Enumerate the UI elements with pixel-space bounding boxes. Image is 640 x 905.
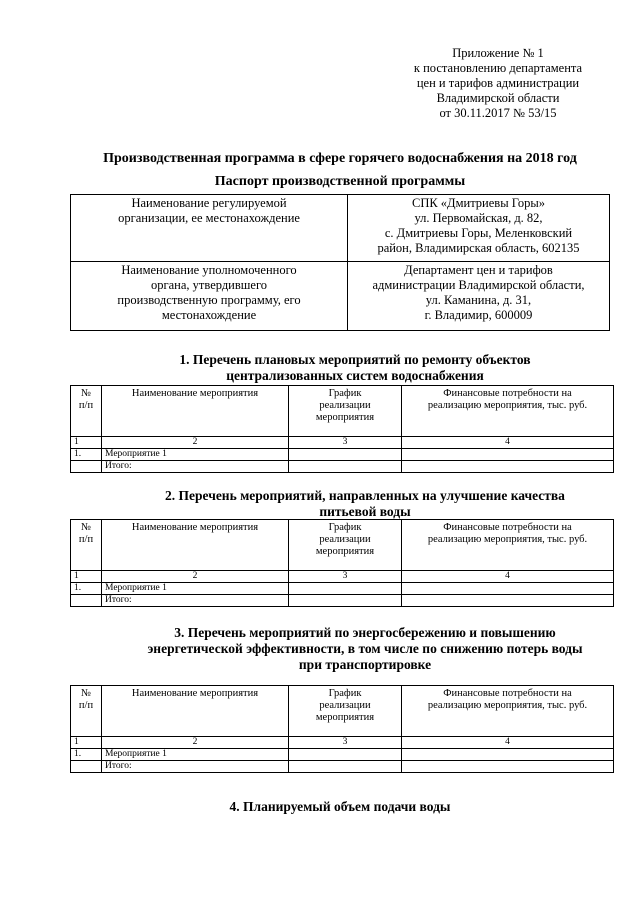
passport-row: [71, 195, 610, 262]
header-num: № п/п: [71, 386, 102, 437]
section-title-line: питьевой воды: [319, 504, 411, 519]
passport-value-line: ул. Каманина, д. 31,: [425, 293, 532, 307]
table-total-row: Итого:: [71, 761, 614, 773]
passport-value-line: администрации Владимирской области,: [372, 278, 585, 292]
section-2-title: [100, 488, 630, 520]
section-2-table: [70, 519, 614, 607]
header-name: Наименование мероприятия: [102, 386, 289, 437]
header-finance: Финансовые потребности на реализацию мероприятия, тыс. руб.: [402, 686, 614, 737]
header-finance: Финансовые потребности на реализацию мероприятия, тыс. руб.: [402, 520, 614, 571]
passport-label-line: Наименование регулируемой: [131, 196, 287, 210]
table-header-row: [71, 686, 614, 737]
appendix-line: Владимирской области: [436, 91, 560, 105]
table-row: 1. Мероприятие 1: [71, 749, 614, 761]
table-row: 1. Мероприятие 1: [71, 449, 614, 461]
passport-label-line: производственную программу, его: [117, 293, 301, 307]
table-total-row: Итого:: [71, 461, 614, 473]
section-title-line: 1. Перечень плановых мероприятий по ремонту объектов: [179, 352, 531, 367]
passport-label-line: организации, ее местонахождение: [118, 211, 300, 225]
header-finance: Финансовые потребности на реализацию мероприятия, тыс. руб.: [402, 386, 614, 437]
section-title-line: 2. Перечень мероприятий, направленных на улучшение качества: [165, 488, 565, 503]
passport-row: [71, 262, 610, 331]
section-1-title: [95, 352, 615, 384]
appendix-line: Приложение № 1: [452, 46, 544, 60]
header-num: № п/п: [71, 520, 102, 571]
column-numbers-row: 1 2 3 4: [71, 571, 614, 583]
passport-value-cell: [348, 195, 610, 262]
appendix-block: [388, 46, 608, 121]
section-title-line: энергетической эффективности, в том числе по снижению потерь воды: [147, 641, 583, 656]
passport-title: Паспорт производственной программы: [214, 174, 466, 189]
section-title-line: централизованных систем водоснабжения: [226, 368, 484, 383]
appendix-line: от 30.11.2017 № 53/15: [439, 106, 557, 120]
passport-value-line: район, Владимирская область, 602135: [377, 241, 580, 255]
section-1-table: [70, 385, 614, 473]
section-4-title: 4. Планируемый объем подачи воды: [229, 799, 451, 814]
table-header-row: [71, 520, 614, 571]
passport-value-line: СПК «Дмитриевы Горы»: [411, 196, 545, 210]
passport-value-line: Департамент цен и тарифов: [404, 263, 553, 277]
column-numbers-row: 1 2 3 4: [71, 737, 614, 749]
header-schedule: График реализации мероприятия: [289, 386, 402, 437]
section-3-table: [70, 685, 614, 773]
header-num: № п/п: [71, 686, 102, 737]
appendix-line: к постановлению департамента: [413, 61, 583, 75]
passport-value-line: ул. Первомайская, д. 82,: [414, 211, 543, 225]
passport-label-cell: [71, 195, 348, 262]
section-title-line: при транспортировке: [298, 657, 432, 672]
passport-label-line: органа, утвердившего: [150, 278, 268, 292]
passport-label-cell: [71, 262, 348, 331]
table-total-row: Итого:: [71, 595, 614, 607]
table-header-row: [71, 386, 614, 437]
passport-table: [70, 194, 610, 331]
passport-label-line: Наименование уполномоченного: [121, 263, 297, 277]
passport-value-line: г. Владимир, 600009: [424, 308, 533, 322]
passport-value-line: с. Дмитриевы Горы, Меленковский: [384, 226, 573, 240]
document-title: Производственная программа в сфере горячего водоснабжения на 2018 год: [103, 151, 577, 166]
header-name: Наименование мероприятия: [102, 686, 289, 737]
table-row: 1. Мероприятие 1: [71, 583, 614, 595]
header-schedule: График реализации мероприятия: [289, 520, 402, 571]
section-title-line: 3. Перечень мероприятий по энергосбережению и повышению: [174, 625, 556, 640]
header-name: Наименование мероприятия: [102, 520, 289, 571]
column-numbers-row: 1 2 3 4: [71, 437, 614, 449]
passport-value-cell: [348, 262, 610, 331]
appendix-line: цен и тарифов администрации: [416, 76, 580, 90]
section-3-title: [105, 625, 625, 673]
passport-label-line: местонахождение: [161, 308, 257, 322]
header-schedule: График реализации мероприятия: [289, 686, 402, 737]
